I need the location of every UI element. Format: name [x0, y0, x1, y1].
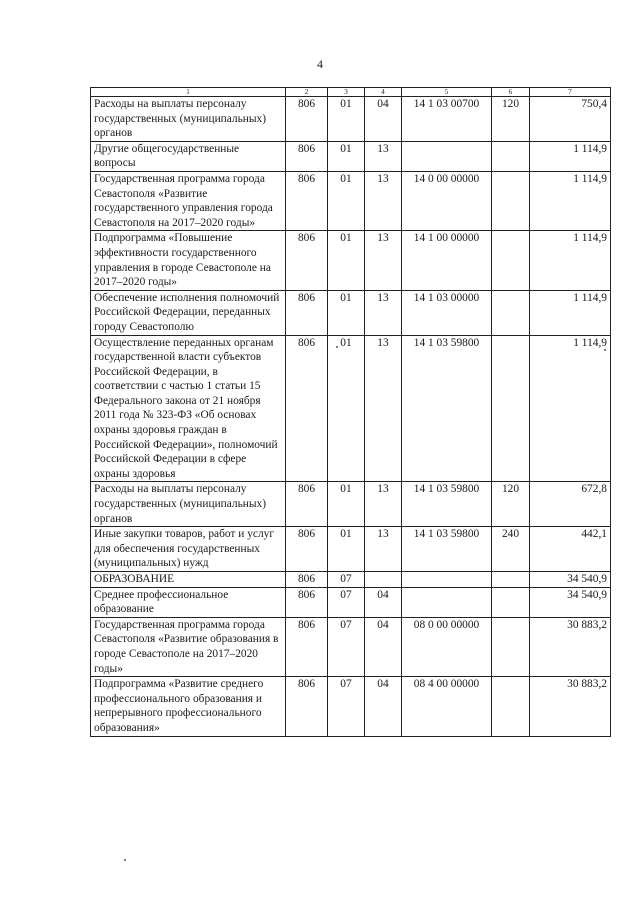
- column-header: 7: [530, 88, 611, 97]
- expense-type-cell: 120: [492, 482, 530, 527]
- subsection-code-cell: 04: [365, 677, 402, 736]
- row-name-cell: Расходы на выплаты персоналу государственных (муниципальных) органов: [91, 482, 286, 527]
- subsection-code-cell: 13: [365, 335, 402, 482]
- ministry-code-cell: 806: [286, 141, 328, 171]
- expense-type-cell: 120: [492, 97, 530, 142]
- expense-type-cell: [492, 171, 530, 230]
- amount-cell: 442,1: [530, 527, 611, 572]
- section-code-cell: 07: [328, 677, 365, 736]
- amount-cell: 750,4: [530, 97, 611, 142]
- target-article-cell: 14 1 03 59800: [402, 527, 492, 572]
- section-code-cell: 01: [328, 141, 365, 171]
- budget-table: [90, 87, 611, 737]
- column-header: 3: [328, 88, 365, 97]
- expense-type-cell: [492, 290, 530, 335]
- amount-cell: 1 114,9: [530, 231, 611, 290]
- amount-cell: 1 114,9: [530, 335, 611, 482]
- table-row: [91, 231, 611, 290]
- table-row: [91, 587, 611, 617]
- section-code-cell: 07: [328, 587, 365, 617]
- expense-type-cell: [492, 572, 530, 588]
- subsection-code-cell: 13: [365, 171, 402, 230]
- table-row: [91, 482, 611, 527]
- row-name-cell: Расходы на выплаты персоналу государственных (муниципальных) органов: [91, 97, 286, 142]
- target-article-cell: 08 0 00 00000: [402, 617, 492, 676]
- row-name-cell: Иные закупки товаров, работ и услуг для обеспечения государственных (муниципальных) нужд: [91, 527, 286, 572]
- section-code-cell: 01: [328, 97, 365, 142]
- target-article-cell: [402, 141, 492, 171]
- scan-speck: [336, 346, 338, 348]
- subsection-code-cell: 04: [365, 617, 402, 676]
- target-article-cell: 14 1 03 00700: [402, 97, 492, 142]
- target-article-cell: [402, 587, 492, 617]
- amount-cell: 672,8: [530, 482, 611, 527]
- section-code-cell: 07: [328, 617, 365, 676]
- expense-type-cell: [492, 617, 530, 676]
- amount-cell: 30 883,2: [530, 617, 611, 676]
- amount-cell: 1 114,9: [530, 290, 611, 335]
- row-name-cell: Другие общегосударственные вопросы: [91, 141, 286, 171]
- amount-cell: 1 114,9: [530, 171, 611, 230]
- expense-type-cell: [492, 587, 530, 617]
- table-row: [91, 677, 611, 736]
- section-code-cell: 07: [328, 572, 365, 588]
- section-code-cell: 01: [328, 171, 365, 230]
- ministry-code-cell: 806: [286, 572, 328, 588]
- section-code-cell: 01: [328, 335, 365, 482]
- ministry-code-cell: 806: [286, 97, 328, 142]
- column-header: 6: [492, 88, 530, 97]
- ministry-code-cell: 806: [286, 617, 328, 676]
- section-code-cell: 01: [328, 231, 365, 290]
- section-code-cell: 01: [328, 290, 365, 335]
- table-row: [91, 97, 611, 142]
- table-row: [91, 141, 611, 171]
- table-row: [91, 617, 611, 676]
- subsection-code-cell: 13: [365, 527, 402, 572]
- ministry-code-cell: 806: [286, 587, 328, 617]
- target-article-cell: 14 0 00 00000: [402, 171, 492, 230]
- page-number: 4: [317, 57, 323, 71]
- subsection-code-cell: 13: [365, 231, 402, 290]
- target-article-cell: 14 1 03 00000: [402, 290, 492, 335]
- target-article-cell: 14 1 00 00000: [402, 231, 492, 290]
- amount-cell: 34 540,9: [530, 587, 611, 617]
- expense-type-cell: [492, 141, 530, 171]
- ministry-code-cell: 806: [286, 527, 328, 572]
- expense-type-cell: [492, 231, 530, 290]
- row-name-cell: ОБРАЗОВАНИЕ: [91, 572, 286, 588]
- ministry-code-cell: 806: [286, 231, 328, 290]
- target-article-cell: [402, 572, 492, 588]
- table-row: [91, 572, 611, 588]
- section-code-cell: 01: [328, 527, 365, 572]
- row-name-cell: Обеспечение исполнения полномочий Российской Федерации, переданных городу Севастополю: [91, 290, 286, 335]
- target-article-cell: 08 4 00 00000: [402, 677, 492, 736]
- scan-speck: [124, 859, 126, 861]
- table-header-row: [91, 88, 611, 97]
- row-name-cell: Подпрограмма «Повышение эффективности государственного управления в городе Севастополе на 2017–2020 годы»: [91, 231, 286, 290]
- subsection-code-cell: 13: [365, 290, 402, 335]
- ministry-code-cell: 806: [286, 482, 328, 527]
- column-header: 4: [365, 88, 402, 97]
- table-row: [91, 527, 611, 572]
- ministry-code-cell: 806: [286, 290, 328, 335]
- subsection-code-cell: 13: [365, 141, 402, 171]
- row-name-cell: Государственная программа города Севастополя «Развитие образования в городе Севастополе на 2017–2020 годы»: [91, 617, 286, 676]
- column-header: 1: [91, 88, 286, 97]
- target-article-cell: 14 1 03 59800: [402, 335, 492, 482]
- row-name-cell: Среднее профессиональное образование: [91, 587, 286, 617]
- amount-cell: 34 540,9: [530, 572, 611, 588]
- column-header: 5: [402, 88, 492, 97]
- subsection-code-cell: 04: [365, 97, 402, 142]
- target-article-cell: 14 1 03 59800: [402, 482, 492, 527]
- amount-cell: 1 114,9: [530, 141, 611, 171]
- ministry-code-cell: 806: [286, 171, 328, 230]
- amount-cell: 30 883,2: [530, 677, 611, 736]
- row-name-cell: Осуществление переданных органам государственной власти субъектов Российской Федерации, в соответствии с частью 1 статьи 15 Федерального закона от 21 ноября 2011 года № 323-ФЗ «Об основах охраны здоровья граждан в Российской Федерации», полномочий Российской Федерации в сфере охраны здоровья: [91, 335, 286, 482]
- table-row: [91, 290, 611, 335]
- scan-speck: [604, 349, 606, 351]
- table-row: [91, 335, 611, 482]
- subsection-code-cell: 13: [365, 482, 402, 527]
- row-name-cell: Государственная программа города Севастополя «Развитие государственного управления города Севастополя на 2017–2020 годы»: [91, 171, 286, 230]
- subsection-code-cell: [365, 572, 402, 588]
- subsection-code-cell: 04: [365, 587, 402, 617]
- expense-type-cell: 240: [492, 527, 530, 572]
- expense-type-cell: [492, 677, 530, 736]
- table-row: [91, 171, 611, 230]
- section-code-cell: 01: [328, 482, 365, 527]
- row-name-cell: Подпрограмма «Развитие среднего профессионального образования и непрерывного профессионального образования»: [91, 677, 286, 736]
- ministry-code-cell: 806: [286, 335, 328, 482]
- expense-type-cell: [492, 335, 530, 482]
- ministry-code-cell: 806: [286, 677, 328, 736]
- column-header: 2: [286, 88, 328, 97]
